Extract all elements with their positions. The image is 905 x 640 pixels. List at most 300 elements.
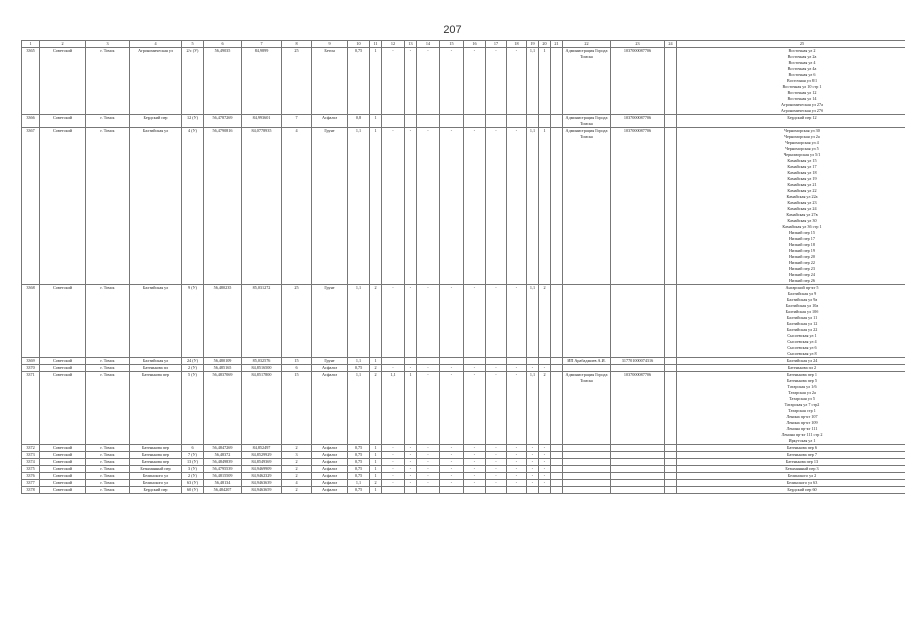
- cell-c11: 2: [370, 365, 382, 372]
- cell-lon: 84,8516500: [242, 365, 282, 372]
- cell-district: Советский: [40, 466, 86, 473]
- cell-c8: 2: [282, 487, 312, 494]
- cell-c20: [539, 115, 551, 128]
- cell-c19: 1,1: [527, 48, 539, 115]
- cell-empty: [665, 358, 677, 365]
- cell-district: Советский: [40, 459, 86, 466]
- cell-c18: -: [507, 445, 527, 452]
- cell-c15: -: [440, 473, 464, 480]
- cell-c20: -: [539, 365, 551, 372]
- cell-c11: 2: [370, 285, 382, 358]
- cell-c14: -: [417, 466, 440, 473]
- served-address: Балтийская ул 10б: [785, 309, 819, 314]
- cell-lon: 85,032576: [242, 358, 282, 365]
- cell-c10: 0,75: [348, 473, 370, 480]
- cell-street: Бердский пер: [130, 487, 182, 494]
- cell-num: 12 (У): [182, 115, 204, 128]
- cell-c8: 7: [282, 115, 312, 128]
- served-address: Камайская ул 18: [787, 170, 817, 175]
- served-address: Камайская ул 36 стр 1: [782, 224, 822, 229]
- column-number-4: 4: [130, 41, 182, 48]
- cell-city: г. Томск: [86, 48, 130, 115]
- cell-ogrn: [611, 480, 665, 487]
- cell-num: 5 (У): [182, 372, 204, 445]
- cell-empty: [551, 358, 563, 365]
- cell-empty: [665, 365, 677, 372]
- cell-street: Белинского ул: [130, 480, 182, 487]
- served-address: Низкий пер 26: [789, 278, 815, 283]
- cell-c18: -: [507, 466, 527, 473]
- cell-ogrn: [611, 285, 665, 358]
- served-address: Балтийская ул 11: [786, 315, 818, 320]
- served-address: Камайская ул 23: [787, 200, 817, 205]
- served-address: Иркутская ул 1: [788, 438, 816, 443]
- cell-addresses: [677, 487, 905, 494]
- cell-c14: -: [417, 365, 440, 372]
- cell-c13: -: [405, 459, 417, 466]
- served-address: Камайская ул 22: [787, 188, 817, 193]
- cell-id: 3378: [22, 487, 40, 494]
- served-address: Татарская ул 2а: [788, 390, 816, 395]
- cell-addresses: [677, 115, 905, 128]
- cell-lat: 56,4837069: [204, 372, 242, 445]
- served-address: Восточная ул 4а: [787, 66, 817, 71]
- cell-addresses: [677, 445, 905, 452]
- cell-c8: 25: [282, 285, 312, 358]
- cell-c8: 3: [282, 452, 312, 459]
- column-number-7: 7: [242, 41, 282, 48]
- cell-street: Белинского ул: [130, 473, 182, 480]
- cell-district: Советский: [40, 358, 86, 365]
- cell-lat: 56,48134: [204, 480, 242, 487]
- served-address: Татарская ул 7 стр2: [784, 402, 820, 407]
- cell-surface: Асфальт: [312, 445, 348, 452]
- served-address: Низкий пер 15: [789, 230, 815, 235]
- cell-c13: -: [405, 48, 417, 115]
- cell-lat: 56,480235: [204, 285, 242, 358]
- cell-empty: [551, 473, 563, 480]
- cell-c15: [440, 358, 464, 365]
- served-address: Камайская ул 30: [787, 218, 817, 223]
- cell-c8: 6: [282, 365, 312, 372]
- cell-c11: 2: [370, 372, 382, 445]
- served-address: Восточная ул 2а: [787, 54, 817, 59]
- served-address: Балтийская ул 12: [786, 321, 818, 326]
- column-number-9: 9: [312, 41, 348, 48]
- served-address: Черноморская ул 30: [784, 128, 820, 133]
- cell-district: Советский: [40, 473, 86, 480]
- cell-c15: -: [440, 452, 464, 459]
- cell-c14: -: [417, 285, 440, 358]
- cell-ogrn: 1037000087706: [611, 372, 665, 445]
- cell-c11: 1: [370, 459, 382, 466]
- cell-c8: 2: [282, 445, 312, 452]
- cell-num: 63 (У): [182, 480, 204, 487]
- cell-c11: 1: [370, 452, 382, 459]
- served-address: Балтийская ул 9: [787, 291, 817, 296]
- cell-empty: [551, 466, 563, 473]
- cell-c20: 2: [539, 372, 551, 445]
- cell-c10: 0,75: [348, 466, 370, 473]
- column-number-22: 22: [563, 41, 611, 48]
- cell-c14: -: [417, 48, 440, 115]
- column-number-2: 2: [40, 41, 86, 48]
- cell-c20: -: [539, 480, 551, 487]
- cell-c18: -: [507, 480, 527, 487]
- cell-surface: Бетон: [312, 48, 348, 115]
- cell-c17: -: [486, 48, 507, 115]
- cell-lat: 56,4847269: [204, 445, 242, 452]
- cell-owner: [563, 452, 611, 459]
- cell-c14: -: [417, 459, 440, 466]
- cell-c11: 1: [370, 445, 382, 452]
- cell-street: Батенькова пл: [130, 365, 182, 372]
- cell-lat: 56,4795539: [204, 466, 242, 473]
- cell-c8: 2: [282, 466, 312, 473]
- cell-c14: -: [417, 372, 440, 445]
- cell-empty: [665, 115, 677, 128]
- cell-empty: [551, 459, 563, 466]
- cell-ogrn: [611, 466, 665, 473]
- served-address: Восточная ул 10 стр 1: [782, 84, 822, 89]
- table-row: [22, 372, 905, 445]
- cell-c11: 1: [370, 466, 382, 473]
- cell-c13: [405, 358, 417, 365]
- cell-c14: -: [417, 128, 440, 285]
- cell-c12: 1,1: [382, 372, 405, 445]
- cell-street: Батенькова пер: [130, 452, 182, 459]
- cell-owner: Администрация Города Томска: [563, 128, 611, 285]
- cell-district: Советский: [40, 365, 86, 372]
- cell-num: 60 (У): [182, 487, 204, 494]
- served-address: Батенькова пер 5: [786, 378, 818, 383]
- cell-num: 6: [182, 445, 204, 452]
- cell-c16: -: [464, 473, 486, 480]
- cell-id: 3375: [22, 466, 40, 473]
- cell-lat: 56,4787269: [204, 115, 242, 128]
- cell-ogrn: [611, 365, 665, 372]
- cell-id: 3366: [22, 115, 40, 128]
- table-row: [22, 487, 905, 494]
- served-address: Агрономическая ул 27а: [781, 102, 823, 107]
- cell-empty: [665, 480, 677, 487]
- cell-lat: 56,480109: [204, 358, 242, 365]
- cell-c19: [527, 487, 539, 494]
- cell-lon: 85,031272: [242, 285, 282, 358]
- cell-addresses: [677, 466, 905, 473]
- cell-lon: 84,9462329: [242, 473, 282, 480]
- cell-c20: 1: [539, 48, 551, 115]
- cell-c18: -: [507, 365, 527, 372]
- cell-c15: -: [440, 285, 464, 358]
- cell-surface: Асфальт: [312, 466, 348, 473]
- served-address: Агрономическая ул 27б: [780, 108, 824, 113]
- cell-num: 24 (У): [182, 358, 204, 365]
- cell-c15: -: [440, 372, 464, 445]
- cell-street: Батенькова пер: [130, 445, 182, 452]
- column-number-25: 25: [677, 41, 905, 48]
- cell-empty: [665, 445, 677, 452]
- cell-lon: 84,0778935: [242, 128, 282, 285]
- cell-c8: 4: [282, 128, 312, 285]
- cell-ogrn: [611, 445, 665, 452]
- cell-lon: 84,9463639: [242, 480, 282, 487]
- served-address: Низкий пер 24: [789, 272, 815, 277]
- cell-c19: -: [527, 459, 539, 466]
- served-address: Балтийская ул 10а: [785, 303, 819, 308]
- cell-c17: -: [486, 285, 507, 358]
- cell-num: 2 (У): [182, 365, 204, 372]
- cell-addresses: [677, 128, 905, 285]
- cell-city: г. Томск: [86, 445, 130, 452]
- served-address: Восточная ул 14: [787, 96, 817, 101]
- cell-empty: [551, 285, 563, 358]
- cell-c12: [382, 358, 405, 365]
- served-address: Ленина пр-кт 111 стр 2: [781, 432, 823, 437]
- cell-district: Советский: [40, 372, 86, 445]
- cell-c8: 15: [282, 358, 312, 365]
- cell-c12: -: [382, 445, 405, 452]
- table-row: [22, 365, 905, 372]
- cell-c14: [417, 358, 440, 365]
- cell-c18: -: [507, 459, 527, 466]
- cell-surface: Асфальт: [312, 480, 348, 487]
- served-address: Сысоевская ул 1: [787, 333, 817, 338]
- cell-city: г. Томск: [86, 285, 130, 358]
- cell-surface: Асфальт: [312, 372, 348, 445]
- cell-c12: -: [382, 459, 405, 466]
- cell-c10: 0,75: [348, 452, 370, 459]
- cell-surface: Грунт: [312, 285, 348, 358]
- cell-c17: -: [486, 466, 507, 473]
- cell-c18: -: [507, 473, 527, 480]
- cell-empty: [551, 365, 563, 372]
- cell-c16: -: [464, 285, 486, 358]
- served-address: Сысоевская ул 6: [787, 345, 817, 350]
- cell-c20: [539, 487, 551, 494]
- cell-lon: 84,8517800: [242, 372, 282, 445]
- cell-c8: 4: [282, 480, 312, 487]
- cell-addresses: [677, 48, 905, 115]
- cell-c19: -: [527, 365, 539, 372]
- cell-district: Советский: [40, 480, 86, 487]
- cell-lon: 84,993601: [242, 115, 282, 128]
- cell-empty: [665, 128, 677, 285]
- cell-empty: [551, 487, 563, 494]
- cell-surface: Асфальт: [312, 473, 348, 480]
- column-number-11: 11: [370, 41, 382, 48]
- served-address: Белинского ул 2: [787, 473, 817, 478]
- cell-id: 3365: [22, 48, 40, 115]
- served-address: Восточная ул 2: [788, 48, 816, 53]
- cell-c12: -: [382, 480, 405, 487]
- cell-surface: Асфальт: [312, 365, 348, 372]
- cell-c20: -: [539, 459, 551, 466]
- served-address: Балтийская ул 22: [786, 327, 818, 332]
- cell-addresses: [677, 372, 905, 445]
- container-sites-table: [21, 40, 905, 494]
- cell-owner: [563, 459, 611, 466]
- cell-surface: Асфальт: [312, 459, 348, 466]
- cell-lon: 84,852497: [242, 445, 282, 452]
- served-address: Камайская ул 27в: [786, 212, 818, 217]
- cell-c19: [527, 115, 539, 128]
- cell-c13: -: [405, 452, 417, 459]
- cell-addresses: [677, 480, 905, 487]
- cell-district: Советский: [40, 115, 86, 128]
- cell-c14: -: [417, 480, 440, 487]
- served-address: Ленина пр-кт 109: [786, 420, 818, 425]
- cell-city: г. Томск: [86, 452, 130, 459]
- cell-city: г. Томск: [86, 466, 130, 473]
- cell-owner: [563, 365, 611, 372]
- cell-c8: 2: [282, 473, 312, 480]
- cell-c19: [527, 358, 539, 365]
- cell-c14: -: [417, 452, 440, 459]
- cell-c19: -: [527, 452, 539, 459]
- cell-owner: [563, 473, 611, 480]
- cell-owner: [563, 445, 611, 452]
- table-row: [22, 452, 905, 459]
- cell-city: г. Томск: [86, 480, 130, 487]
- cell-c13: -: [405, 128, 417, 285]
- cell-c10: 0,8: [348, 115, 370, 128]
- cell-c17: [486, 358, 507, 365]
- table-row: [22, 445, 905, 452]
- cell-c19: 1,1: [527, 128, 539, 285]
- cell-c13: -: [405, 466, 417, 473]
- cell-street: Балтийская ул: [130, 285, 182, 358]
- served-address: Батенькова пер 7: [786, 452, 818, 457]
- cell-c12: -: [382, 285, 405, 358]
- cell-empty: [551, 480, 563, 487]
- cell-c19: -: [527, 445, 539, 452]
- cell-district: Советский: [40, 48, 86, 115]
- cell-city: г. Томск: [86, 372, 130, 445]
- cell-empty: [551, 445, 563, 452]
- column-number-12: 12: [382, 41, 405, 48]
- cell-c10: 0,75: [348, 365, 370, 372]
- served-address: Восточная ул 6: [788, 72, 816, 77]
- cell-city: г. Томск: [86, 358, 130, 365]
- cell-num: 4 (У): [182, 128, 204, 285]
- cell-ogrn: [611, 452, 665, 459]
- cell-c19: 1,1: [527, 285, 539, 358]
- served-address: Камайская ул 15: [787, 158, 817, 163]
- cell-c14: -: [417, 473, 440, 480]
- cell-owner: Администрация Города Томска: [563, 115, 611, 128]
- cell-c15: -: [440, 48, 464, 115]
- column-number-1: 1: [22, 41, 40, 48]
- cell-id: 3374: [22, 459, 40, 466]
- cell-c13: -: [405, 473, 417, 480]
- cell-c16: -: [464, 372, 486, 445]
- cell-lon: 84,9469909: [242, 466, 282, 473]
- column-number-20: 20: [539, 41, 551, 48]
- cell-c17: -: [486, 128, 507, 285]
- page-number: 207: [443, 24, 462, 36]
- cell-street: Безымянный пер: [130, 466, 182, 473]
- cell-c11: 1: [370, 48, 382, 115]
- column-number-5: 5: [182, 41, 204, 48]
- cell-city: г. Томск: [86, 487, 130, 494]
- served-address: Низкий пер 23: [789, 266, 815, 271]
- served-address: Низкий пер 20: [789, 254, 815, 259]
- served-address: Ангарский пр-кт 5: [785, 285, 819, 290]
- served-address: Татарская ул 5: [789, 396, 815, 401]
- cell-lat: 56,484207: [204, 487, 242, 494]
- cell-c11: 1: [370, 115, 382, 128]
- cell-district: Советский: [40, 128, 86, 285]
- cell-c12: -: [382, 466, 405, 473]
- cell-c13: [405, 115, 417, 128]
- cell-c11: 1: [370, 473, 382, 480]
- served-address: Низкий пер 17: [789, 236, 815, 241]
- cell-num: 3 (У): [182, 466, 204, 473]
- table-row: [22, 48, 905, 115]
- served-address: Батенькова пер 6: [786, 445, 818, 450]
- cell-c10: 1,1: [348, 358, 370, 365]
- cell-lat: 56,485165: [204, 365, 242, 372]
- cell-id: 3376: [22, 473, 40, 480]
- cell-c10: 0,75: [348, 445, 370, 452]
- cell-addresses: [677, 473, 905, 480]
- cell-empty: [665, 452, 677, 459]
- cell-id: 3370: [22, 365, 40, 372]
- cell-street: Агрономическая ул: [130, 48, 182, 115]
- cell-ogrn: 317701000074316: [611, 358, 665, 365]
- cell-lat: 56,48372: [204, 452, 242, 459]
- cell-district: Советский: [40, 445, 86, 452]
- served-address: Низкий пер 19: [789, 248, 815, 253]
- cell-c13: 1: [405, 372, 417, 445]
- cell-c10: 1,1: [348, 480, 370, 487]
- column-number-16: 16: [464, 41, 486, 48]
- cell-lon: 84,9463659: [242, 487, 282, 494]
- cell-c15: -: [440, 466, 464, 473]
- cell-c18: -: [507, 48, 527, 115]
- cell-owner: [563, 285, 611, 358]
- served-address: Черноморская ул 5/1: [783, 152, 821, 157]
- cell-c8: 15: [282, 372, 312, 445]
- cell-lat: 56,49035: [204, 48, 242, 115]
- cell-ogrn: [611, 459, 665, 466]
- cell-empty: [551, 115, 563, 128]
- cell-id: 3371: [22, 372, 40, 445]
- cell-street: Балтийская ул: [130, 358, 182, 365]
- cell-c20: -: [539, 452, 551, 459]
- served-address: Камайская ул 19: [787, 176, 817, 181]
- cell-owner: ИП Арабаджиев А.И.: [563, 358, 611, 365]
- cell-city: г. Томск: [86, 115, 130, 128]
- cell-empty: [551, 452, 563, 459]
- cell-street: Батенькова пер: [130, 372, 182, 445]
- cell-c16: -: [464, 365, 486, 372]
- cell-c13: -: [405, 285, 417, 358]
- column-number-15: 15: [440, 41, 464, 48]
- cell-city: г. Томск: [86, 365, 130, 372]
- cell-empty: [551, 128, 563, 285]
- cell-c10: 0,75: [348, 48, 370, 115]
- cell-id: 3372: [22, 445, 40, 452]
- column-number-3: 3: [86, 41, 130, 48]
- cell-empty: [551, 372, 563, 445]
- served-address: Батенькова пер 1: [786, 372, 818, 377]
- served-address: Черноморская ул 2а: [784, 134, 820, 139]
- cell-c17: -: [486, 452, 507, 459]
- cell-id: 3367: [22, 128, 40, 285]
- cell-num: 13 (У): [182, 459, 204, 466]
